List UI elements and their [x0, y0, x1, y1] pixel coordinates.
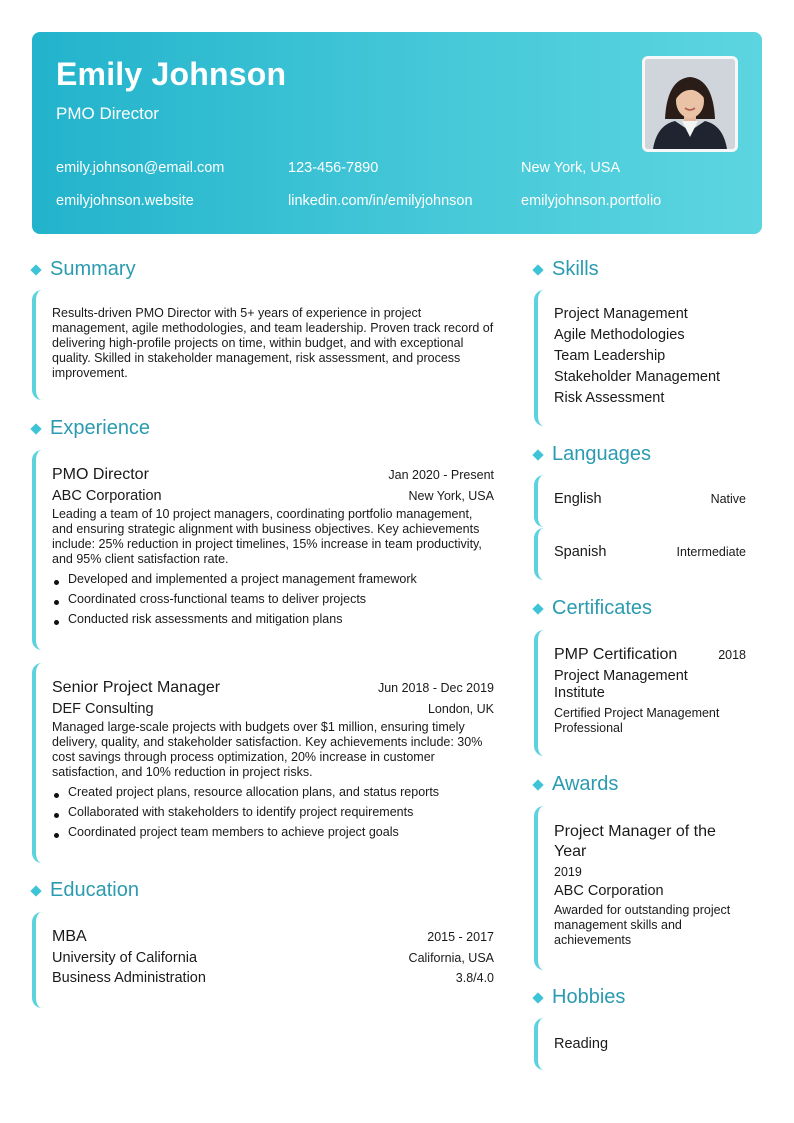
- education-field: Business Administration: [52, 970, 206, 986]
- experience-dates: Jan 2020 - Present: [388, 468, 494, 482]
- certificate-description: Certified Project Management Professional: [554, 706, 720, 735]
- award-description: Awarded for outstanding project management skills and achievements: [554, 903, 731, 947]
- skills-section-header: [532, 258, 599, 281]
- list-item: Coordinated cross-functional teams to deliver projects: [52, 592, 494, 607]
- experience-heading: Experience: [50, 417, 151, 439]
- experience-item: [32, 450, 494, 650]
- hobby-item: Reading: [554, 1036, 609, 1052]
- profile-photo-image: [645, 59, 735, 149]
- education-block: [32, 912, 494, 1008]
- skill-item: Risk Assessment: [554, 390, 665, 406]
- language-name: English: [554, 491, 602, 507]
- profile-photo: [642, 56, 738, 152]
- summary-text: Results-driven PMO Director with 5+ years of experience in project management, agile methodologies, and team leadership. Proven track record of delivering high-profile projects on time, within budget, and with exceptional quality. Skilled in stakeholder management, risk assessment, and process improvement.: [52, 306, 494, 380]
- skill-item: Team Leadership: [554, 348, 666, 364]
- language-level: Intermediate: [676, 545, 746, 559]
- list-item: Created project plans, resource allocation plans, and status reports: [52, 785, 494, 800]
- education-school: University of California: [52, 950, 198, 966]
- skill-item: Agile Methodologies: [554, 327, 685, 343]
- list-item: Conducted risk assessments and mitigation plans: [52, 612, 494, 627]
- summary-block: [32, 290, 494, 400]
- education-gpa: 3.8/4.0: [455, 971, 494, 985]
- experience-section-header: [30, 417, 150, 440]
- candidate-name: Emily Johnson: [56, 56, 287, 92]
- skills-block: [534, 290, 746, 426]
- skills-heading: Skills: [552, 258, 599, 280]
- diamond-icon: [30, 885, 41, 896]
- language-item: [534, 475, 746, 527]
- diamond-icon: [532, 779, 543, 790]
- experience-company: DEF Consulting: [52, 701, 154, 717]
- diamond-icon: [532, 603, 543, 614]
- experience-dates: Jun 2018 - Dec 2019: [377, 681, 494, 695]
- languages-section-header: [532, 443, 651, 466]
- contact-portfolio[interactable]: emilyjohnson.portfolio: [521, 193, 662, 209]
- award-name: Project Manager of the Year: [554, 823, 716, 860]
- diamond-icon: [532, 264, 543, 275]
- diamond-icon: [30, 423, 41, 434]
- award-year: 2019: [554, 865, 582, 879]
- diamond-icon: [532, 992, 543, 1003]
- language-name: Spanish: [554, 544, 607, 560]
- certificate-year: 2018: [718, 648, 746, 662]
- awards-heading: Awards: [552, 773, 619, 795]
- experience-description: Managed large-scale projects with budgets over $1 million, ensuring timely delivery, quality, and stakeholder satisfaction. Key achievements include: 30% cost savings through process optimization, 20% increase in customer satisfaction, and 10% reduction in project risks.: [52, 720, 483, 779]
- hobbies-heading: Hobbies: [552, 986, 626, 1008]
- list-item: Coordinated project team members to achieve project goals: [52, 825, 494, 840]
- skill-item: Project Management: [554, 306, 688, 322]
- contact-website[interactable]: emilyjohnson.website: [56, 193, 194, 209]
- diamond-icon: [30, 264, 41, 275]
- experience-bullets: [52, 785, 494, 840]
- awards-section-header: [532, 773, 618, 796]
- experience-item: [32, 663, 494, 863]
- education-section-header: [30, 879, 139, 902]
- skill-item: Stakeholder Management: [554, 369, 721, 385]
- experience-location: London, UK: [427, 702, 494, 716]
- hobbies-section-header: [532, 986, 625, 1009]
- certificates-heading: Certificates: [552, 597, 653, 619]
- award-block: [534, 806, 746, 970]
- hobbies-block: [534, 1018, 746, 1070]
- summary-heading: Summary: [50, 258, 136, 280]
- experience-bullets: [52, 572, 494, 627]
- certificate-block: [534, 630, 746, 756]
- job-title: PMO Director: [56, 104, 159, 123]
- certificate-issuer: Project Management Institute: [554, 668, 688, 701]
- certificates-section-header: [532, 597, 652, 620]
- experience-location: New York, USA: [408, 489, 494, 503]
- certificate-name: PMP Certification: [554, 646, 678, 663]
- diamond-icon: [532, 449, 543, 460]
- contact-linkedin[interactable]: linkedin.com/in/emilyjohnson: [288, 193, 473, 209]
- list-item: Developed and implemented a project management framework: [52, 572, 494, 587]
- summary-section-header: [30, 258, 136, 281]
- contact-location: New York, USA: [521, 160, 621, 176]
- experience-description: Leading a team of 10 project managers, coordinating portfolio management, and ensuring strategic alignment with business objectives. Key achievements include: 25% reduction in project timelines, 15% increase in team productivity, and 95% client satisfaction rate.: [52, 507, 482, 566]
- education-heading: Education: [50, 879, 139, 901]
- contact-phone[interactable]: 123-456-7890: [288, 160, 379, 176]
- languages-heading: Languages: [552, 443, 651, 465]
- contact-email[interactable]: emily.johnson@email.com: [56, 160, 225, 176]
- list-item: Collaborated with stakeholders to identify project requirements: [52, 805, 494, 820]
- language-level: Native: [710, 492, 746, 506]
- experience-company: ABC Corporation: [52, 488, 162, 504]
- award-issuer: ABC Corporation: [554, 883, 664, 899]
- education-location: California, USA: [408, 951, 494, 965]
- experience-title: Senior Project Manager: [52, 679, 221, 696]
- resume-header: [32, 32, 762, 234]
- experience-title: PMO Director: [52, 466, 149, 483]
- education-degree: MBA: [52, 928, 87, 945]
- education-dates: 2015 - 2017: [427, 930, 494, 944]
- language-item: [534, 528, 746, 580]
